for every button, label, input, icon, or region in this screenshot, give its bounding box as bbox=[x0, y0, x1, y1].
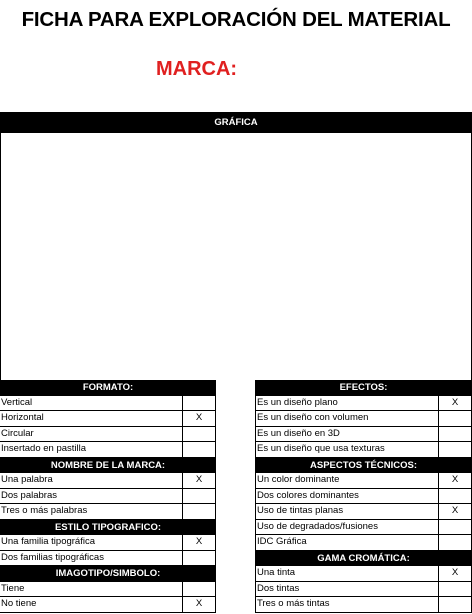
check-cell[interactable] bbox=[438, 411, 472, 426]
check-cell[interactable]: X bbox=[182, 473, 216, 488]
row-label: Es un diseño en 3D bbox=[257, 427, 340, 439]
section-header-efectos: EFECTOS: bbox=[255, 380, 472, 396]
section-header-imagotipo: IMAGOTIPO/SIMBOLO: bbox=[0, 566, 216, 582]
row-label: Dos tintas bbox=[257, 582, 300, 594]
section-header-nombre: NOMBRE DE LA MARCA: bbox=[0, 458, 216, 474]
check-cell[interactable] bbox=[438, 489, 472, 504]
checklist-row bbox=[0, 582, 216, 598]
row-label: Una palabra bbox=[1, 474, 53, 485]
section-header-estilo: ESTILO TIPOGRAFICO: bbox=[0, 520, 216, 536]
row-label: Dos familias tipográficas bbox=[1, 551, 104, 563]
row-label: No tiene bbox=[1, 598, 37, 609]
row-label: Uso de degradados/fusiones bbox=[257, 520, 378, 532]
check-cell[interactable]: X bbox=[438, 504, 472, 519]
row-label: Horizontal bbox=[1, 412, 44, 423]
checklist-row bbox=[0, 396, 216, 412]
check-cell[interactable] bbox=[438, 427, 472, 442]
row-label: Un color dominante bbox=[257, 474, 340, 485]
row-label: Insertado en pastilla bbox=[1, 443, 87, 454]
row-label: IDC Gráfica bbox=[257, 536, 307, 547]
section-header-aspectos: ASPECTOS TÉCNICOS: bbox=[255, 458, 472, 474]
checklist-row bbox=[0, 473, 216, 489]
check-cell[interactable] bbox=[438, 535, 472, 550]
row-label: Tiene bbox=[1, 582, 25, 594]
row-label: Una tinta bbox=[257, 567, 296, 578]
check-cell[interactable] bbox=[182, 582, 216, 597]
checklist-row bbox=[255, 597, 472, 613]
checklist-row bbox=[255, 396, 472, 412]
row-label: Tres o más palabras bbox=[1, 505, 88, 516]
checklist-row bbox=[0, 411, 216, 427]
check-cell[interactable]: X bbox=[438, 473, 472, 488]
checklist-row bbox=[0, 427, 216, 443]
checklist-row bbox=[0, 597, 216, 613]
graphic-section-header: GRÁFICA bbox=[0, 112, 472, 133]
check-cell[interactable] bbox=[182, 396, 216, 411]
left-checklist bbox=[0, 380, 216, 613]
check-cell[interactable]: X bbox=[182, 597, 216, 612]
check-cell[interactable] bbox=[182, 427, 216, 442]
checklist-row bbox=[255, 582, 472, 598]
check-cell[interactable] bbox=[182, 442, 216, 457]
check-cell[interactable]: X bbox=[438, 566, 472, 581]
row-label: Circular bbox=[1, 427, 34, 439]
row-label: Es un diseño plano bbox=[257, 396, 338, 408]
checklist-row bbox=[0, 489, 216, 505]
row-label: Vertical bbox=[1, 396, 33, 408]
checklist-row bbox=[255, 411, 472, 427]
checklist-row bbox=[255, 535, 472, 551]
brand-label: MARCA: bbox=[156, 58, 238, 80]
graphic-area bbox=[0, 133, 472, 381]
check-cell[interactable] bbox=[438, 520, 472, 535]
check-cell[interactable] bbox=[438, 597, 472, 612]
check-cell[interactable] bbox=[182, 504, 216, 519]
checklist-row bbox=[255, 520, 472, 536]
checklist-row bbox=[255, 566, 472, 582]
section-header-formato: FORMATO: bbox=[0, 380, 216, 396]
page-title: FICHA PARA EXPLORACIÓN DEL MATERIAL bbox=[21, 8, 451, 31]
check-cell[interactable]: X bbox=[182, 411, 216, 426]
row-label: Uso de tintas planas bbox=[257, 505, 344, 516]
row-label: Dos palabras bbox=[1, 489, 57, 501]
checklist-row bbox=[255, 427, 472, 443]
checklist-row bbox=[0, 504, 216, 520]
section-header-gama: GAMA CROMÁTICA: bbox=[255, 551, 472, 567]
row-label: Es un diseño con volumen bbox=[257, 412, 369, 423]
check-cell[interactable]: X bbox=[438, 396, 472, 411]
checklist-row bbox=[255, 489, 472, 505]
checklist-row bbox=[0, 535, 216, 551]
check-cell[interactable]: X bbox=[182, 535, 216, 550]
row-label: Es un diseño que usa texturas bbox=[257, 443, 385, 454]
checklist-row bbox=[0, 442, 216, 458]
check-cell[interactable] bbox=[182, 489, 216, 504]
checklist-row bbox=[0, 551, 216, 567]
row-label: Tres o más tintas bbox=[257, 598, 330, 609]
checklist-row bbox=[255, 442, 472, 458]
checklist-row bbox=[255, 504, 472, 520]
row-label: Una familia tipográfica bbox=[1, 536, 95, 547]
checklist-row bbox=[255, 473, 472, 489]
row-label: Dos colores dominantes bbox=[257, 489, 359, 501]
right-checklist bbox=[255, 380, 472, 613]
check-cell[interactable] bbox=[438, 582, 472, 597]
check-cell[interactable] bbox=[438, 442, 472, 457]
check-cell[interactable] bbox=[182, 551, 216, 566]
